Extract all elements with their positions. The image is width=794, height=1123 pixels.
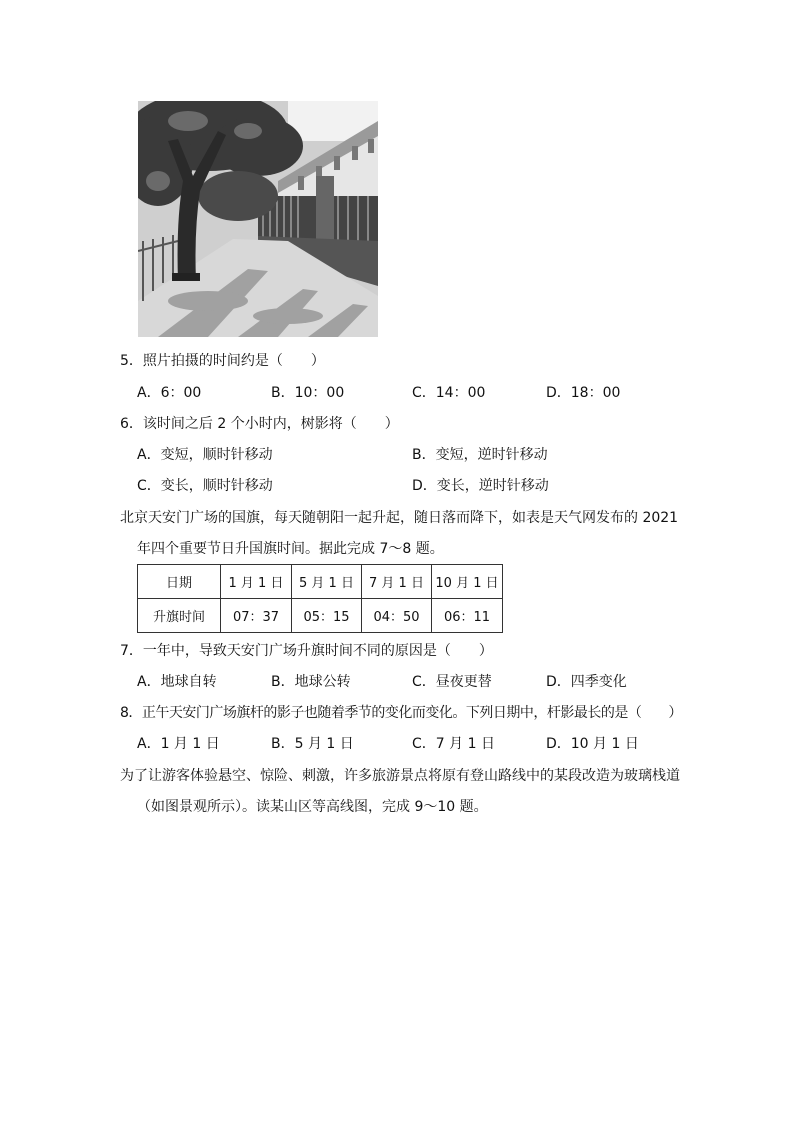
- table-header-cell: 7 月 1 日: [362, 565, 432, 599]
- table-header-cell: 10 月 1 日: [432, 565, 503, 599]
- flag-raising-table: [137, 564, 503, 633]
- table-header-cell: 1 月 1 日: [221, 565, 292, 599]
- street-tree-photo: [138, 101, 378, 337]
- q5-option-a[interactable]: A．6：00: [137, 385, 202, 401]
- table-cell: 07：37: [221, 599, 292, 633]
- q7-option-b[interactable]: B．地球公转: [271, 674, 351, 690]
- q7-option-a[interactable]: A．地球自转: [137, 674, 217, 690]
- q8-option-b[interactable]: B．5 月 1 日: [271, 736, 354, 752]
- q8-option-a[interactable]: A．1 月 1 日: [137, 736, 220, 752]
- intro-9-10-line1: 为了让游客体验悬空、惊险、刺激，许多旅游景点将原有登山路线中的某段改造为玻璃栈道: [120, 768, 680, 784]
- table-header-cell: 5 月 1 日: [292, 565, 362, 599]
- q8-option-d[interactable]: D．10 月 1 日: [546, 736, 639, 752]
- q5-option-b[interactable]: B．10：00: [271, 385, 345, 401]
- q5-option-d[interactable]: D．18：00: [546, 385, 621, 401]
- q5-stem: 5．照片拍摄的时间约是（ ）: [120, 353, 325, 369]
- q7-stem: 7．一年中，导致天安门广场升旗时间不同的原因是（ ）: [120, 643, 493, 659]
- q7-option-d[interactable]: D．四季变化: [546, 674, 627, 690]
- q6-stem: 6．该时间之后 2 个小时内，树影将（ ）: [120, 416, 399, 432]
- q6-option-d[interactable]: D．变长，逆时针移动: [412, 478, 549, 494]
- q6-option-b[interactable]: B．变短，逆时针移动: [412, 447, 548, 463]
- table-cell: 05：15: [292, 599, 362, 633]
- table-cell: 04：50: [362, 599, 432, 633]
- intro-7-8-line1: 北京天安门广场的国旗，每天随朝阳一起升起，随日落而降下，如表是天气网发布的 2021: [120, 510, 679, 526]
- table-header-cell: 日期: [138, 565, 221, 599]
- table-cell: 升旗时间: [138, 599, 221, 633]
- q6-option-c[interactable]: C．变长，顺时针移动: [137, 478, 273, 494]
- q7-option-c[interactable]: C．昼夜更替: [412, 674, 492, 690]
- q8-option-c[interactable]: C．7 月 1 日: [412, 736, 495, 752]
- q6-option-a[interactable]: A．变短，顺时针移动: [137, 447, 273, 463]
- intro-9-10-line2: （如图景观所示）。读某山区等高线图，完成 9～10 题。: [137, 799, 488, 815]
- table-row: [138, 599, 503, 633]
- q8-stem: 8．正午天安门广场旗杆的影子也随着季节的变化而变化。下列日期中，杆影最长的是（ ）: [120, 705, 682, 721]
- intro-7-8-line2: 年四个重要节日升国旗时间。据此完成 7～8 题。: [137, 541, 444, 557]
- table-header-row: [138, 565, 503, 599]
- q5-option-c[interactable]: C．14：00: [412, 385, 486, 401]
- table-cell: 06：11: [432, 599, 503, 633]
